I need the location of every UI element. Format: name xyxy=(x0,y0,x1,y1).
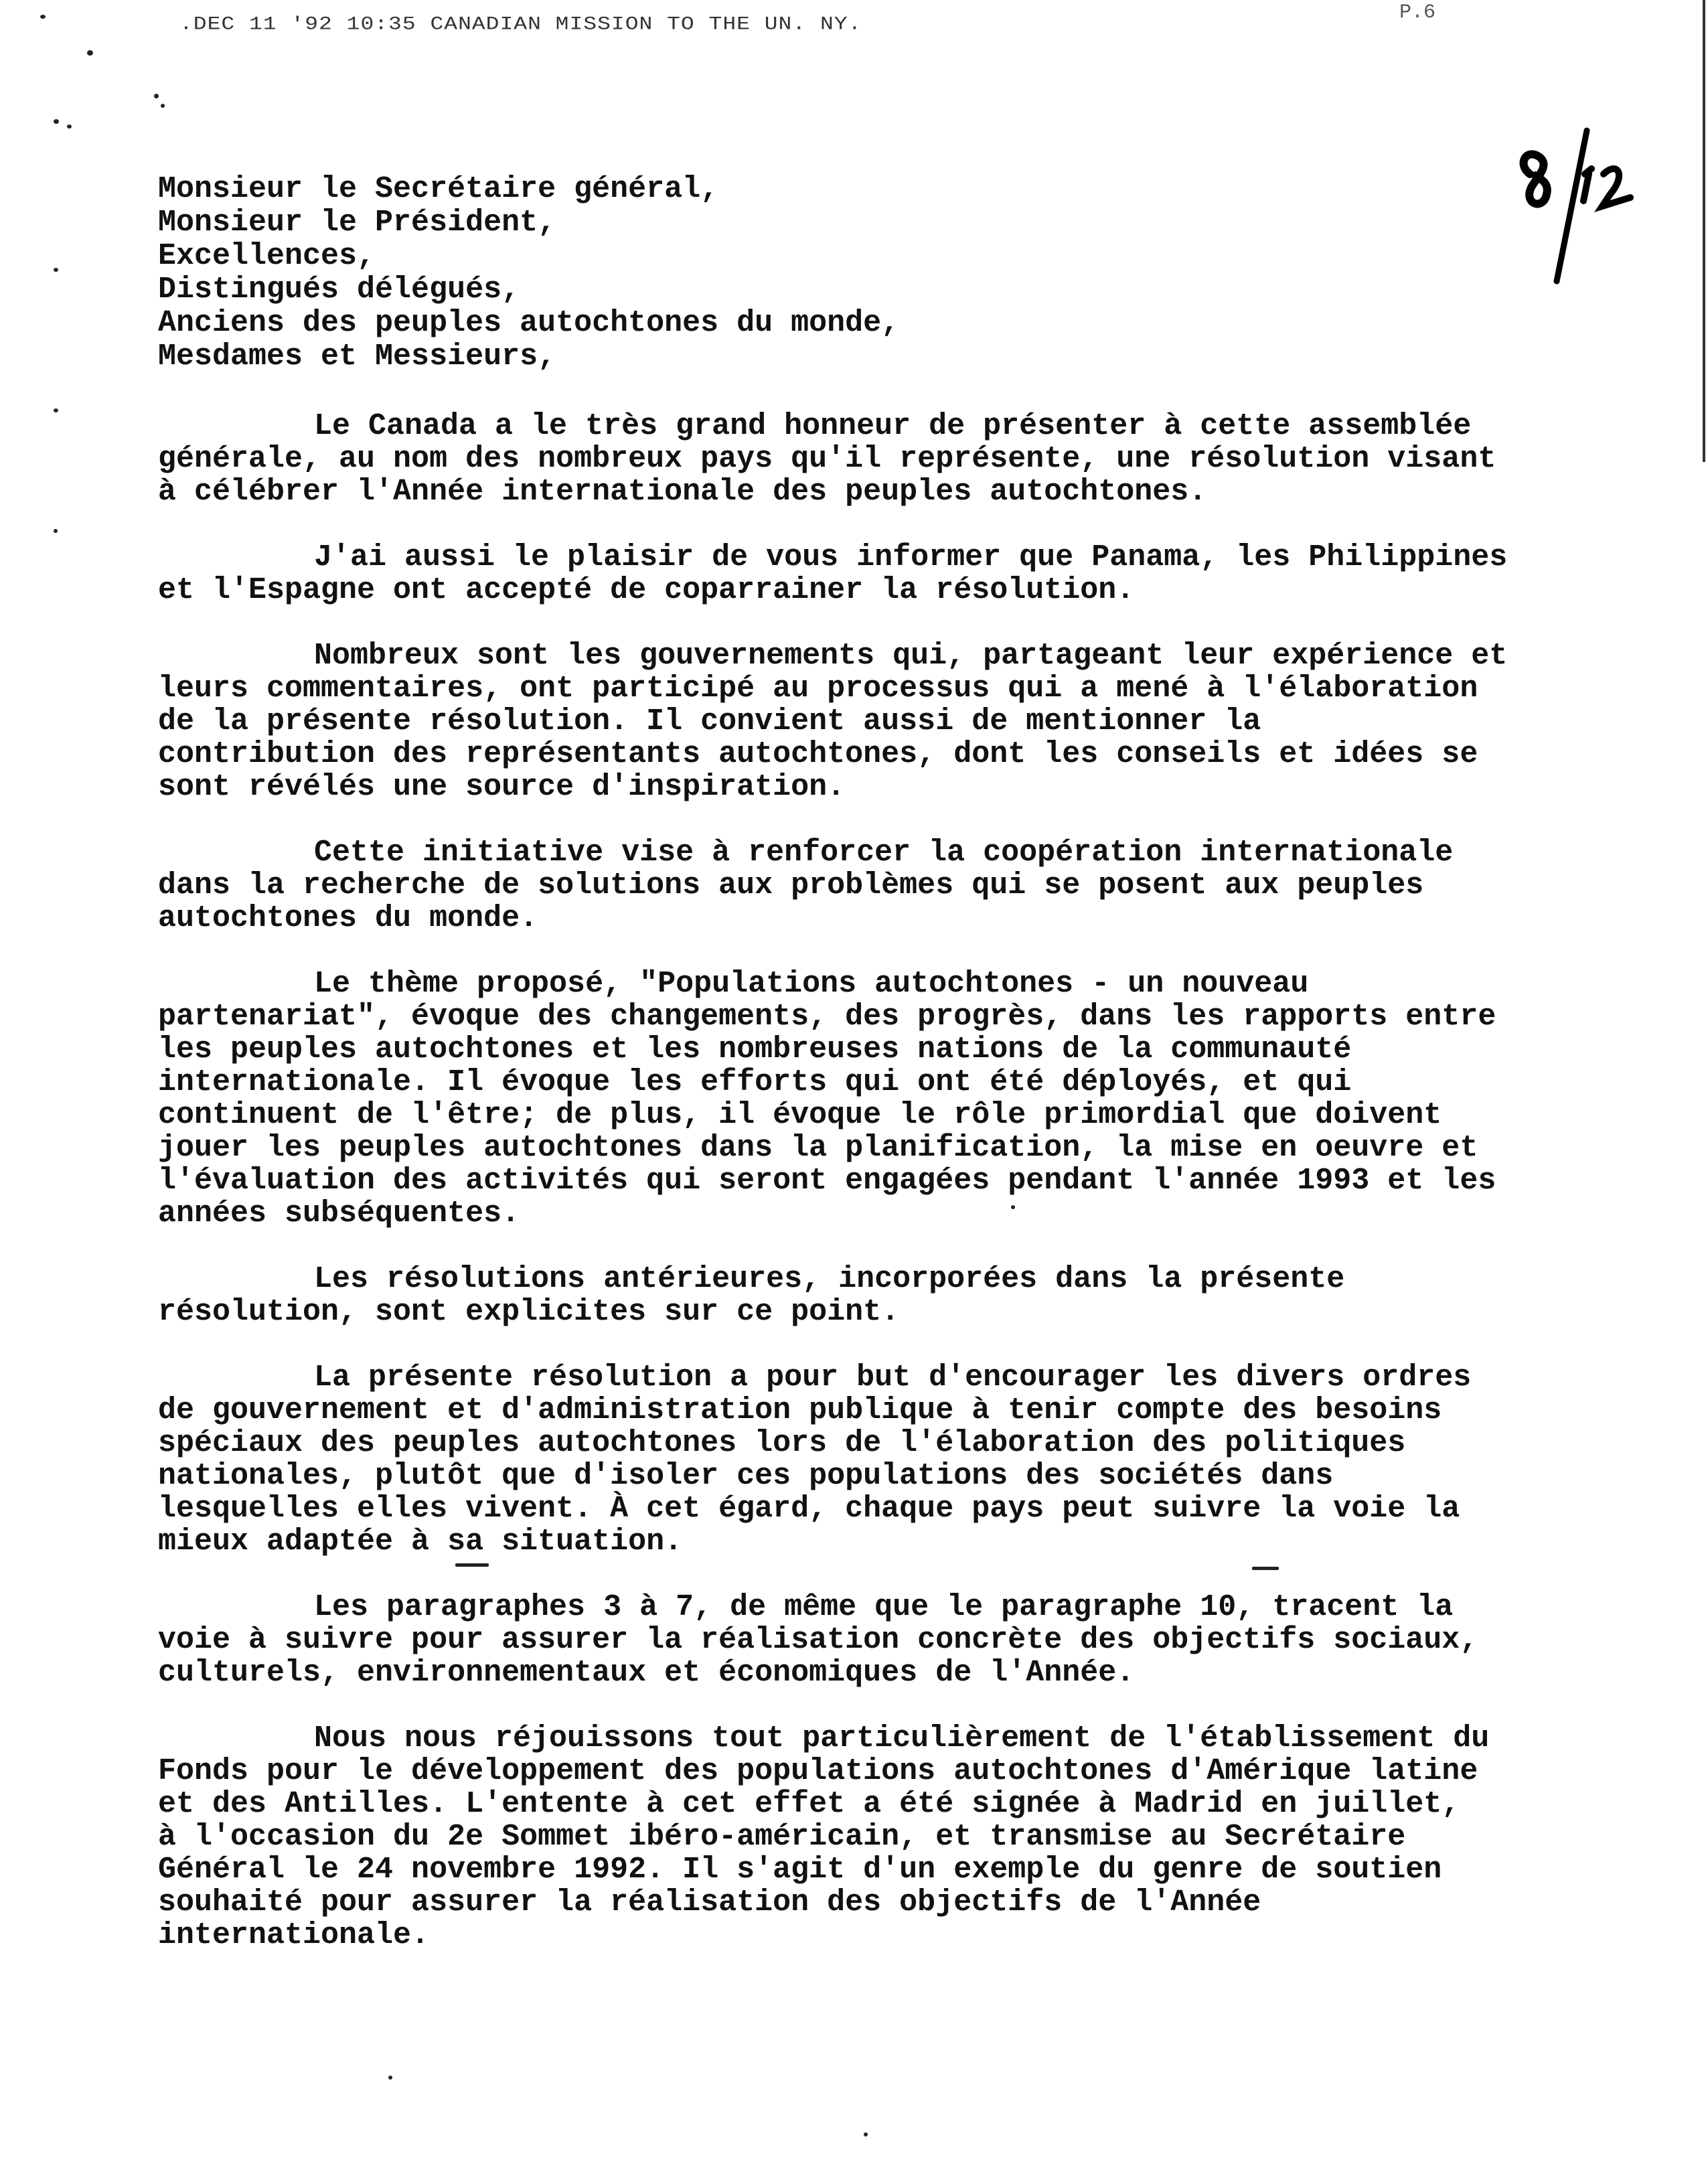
salutation-line: Monsieur le Secrétaire général, xyxy=(158,172,719,206)
salutation-line: Excellences, xyxy=(158,239,376,273)
page-number-mark: P.6 xyxy=(1399,1,1436,24)
body-paragraph: Cette initiative vise à renforcer la coopération internationale dans la recherche de solutions aux problèmes qui se posent aux peuples autochtones du monde. xyxy=(158,836,1454,935)
scan-speck xyxy=(40,15,46,19)
salutation-line: Mesdames et Messieurs, xyxy=(158,339,556,374)
letter-body xyxy=(158,410,1658,1984)
scan-speck xyxy=(388,2076,392,2080)
body-paragraph: Nous nous réjouissons tout particulièrement de l'établissement du Fonds pour le développement des populations autochtones d'Amérique latine et des Antilles. L'entente à cet effet a été signée à Madrid en juillet, à l'occasion du 2e Sommet ibéro-américain, et transmise au Secrétaire Général le 24 novembre 1992. Il s'agit d'un exemple du genre de soutien souhaité pour assurer la réalisation des objectifs de l'Année internationale. xyxy=(158,1721,1490,1952)
scan-speck xyxy=(54,529,58,533)
scan-speck xyxy=(864,2132,868,2136)
body-paragraph: Les paragraphes 3 à 7, de même que le paragraphe 10, tracent la voie à suivre pour assurer la réalisation concrète des objectifs sociaux, culturels, environnementaux et économiques de l'Année. xyxy=(158,1590,1478,1690)
body-paragraph: Le thème proposé, "Populations autochtones - un nouveau partenariat", évoque des changements, des progrès, dans les rapports entre les peuples autochtones et les nombreuses nations de la communauté internationale. Il évoque les efforts qui ont été déployés, et qui continuent de l'être; de plus, il évoque le rôle primordial que doivent jouer les peuples autochtones dans la planification, la mise en oeuvre et l'évaluation des activités qui seront engagées pendant l'année 1993 et les années subséquentes. xyxy=(158,967,1496,1231)
salutation-block xyxy=(158,173,1631,374)
body-paragraph: Les résolutions antérieures, incorporées dans la présente résolution, sont explicites sur ce point. xyxy=(158,1262,1345,1329)
body-paragraph: J'ai aussi le plaisir de vous informer que Panama, les Philippines et l'Espagne ont accepté de coparrainer la résolution. xyxy=(158,540,1508,607)
salutation-line: Anciens des peuples autochtones du monde, xyxy=(158,306,900,340)
scan-speck xyxy=(161,104,165,108)
scan-speck xyxy=(67,125,72,129)
body-paragraph: La présente résolution a pour but d'encourager les divers ordres de gouvernement et d'administration publique à tenir compte des besoins spéciaux des peuples autochtones lors de l'élaboration des politiques nationales, plutôt que d'isoler ces populations des sociétés dans lesquelles elles vivent. À cet égard, chaque pays peut suivre la voie la mieux adaptée à sa situation. xyxy=(158,1360,1472,1559)
fax-header-line: .DEC 11 '92 10:35 CANADIAN MISSION TO THE UN. NY. xyxy=(179,13,862,35)
scan-speck xyxy=(154,94,159,98)
scan-speck xyxy=(54,268,58,272)
scan-speck xyxy=(87,50,93,56)
body-paragraph: Le Canada a le très grand honneur de présenter à cette assemblée générale, au nom des nombreux pays qu'il représente, une résolution visant à célébrer l'Année internationale des peuples autochtones. xyxy=(158,409,1496,509)
scan-speck xyxy=(54,408,58,412)
salutation-line: Monsieur le Président, xyxy=(158,206,556,240)
salutation-line: Distingués délégués, xyxy=(158,272,520,307)
body-paragraph: Nombreux sont les gouvernements qui, partageant leur expérience et leurs commentaires, ont participé au processus qui a mené à l'élaboration de la présente résolution. Il convient aussi de mentionner la contribution des représentants autochtones, dont les conseils et idées se sont révélés une source d'inspiration. xyxy=(158,639,1508,804)
scan-edge-line xyxy=(1703,0,1705,462)
scan-speck xyxy=(54,119,59,124)
